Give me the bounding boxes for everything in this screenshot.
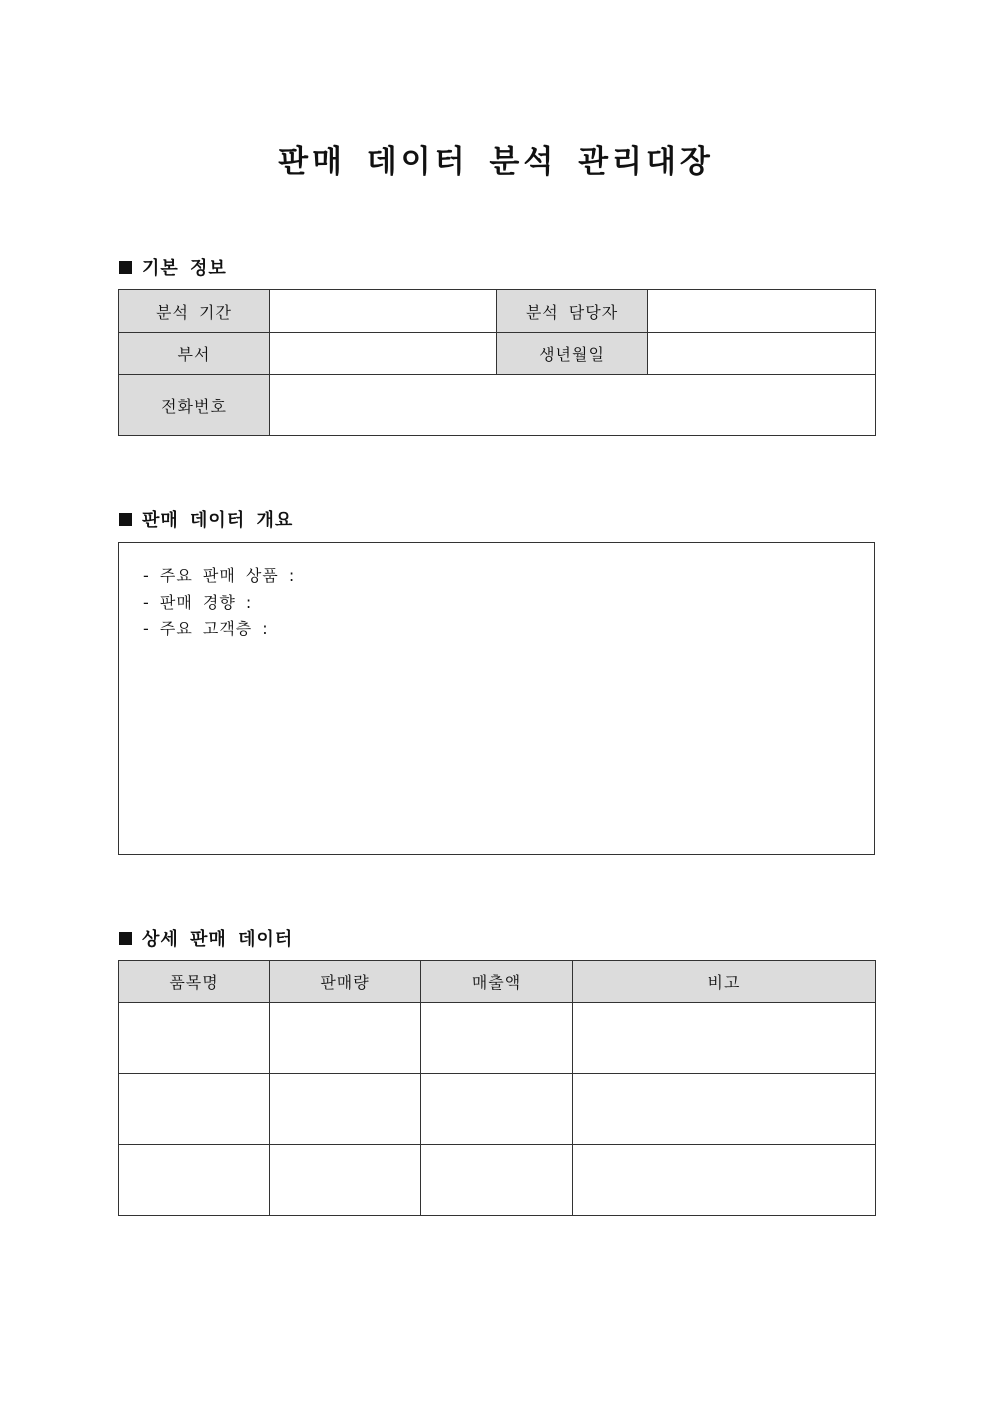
manager-label: 분석 담당자 bbox=[497, 290, 648, 333]
overview-heading-text: 판매 데이터 개요 bbox=[142, 510, 294, 531]
phone-field[interactable] bbox=[270, 375, 876, 436]
remarks-cell[interactable] bbox=[573, 1003, 876, 1074]
detail-header-row bbox=[119, 961, 876, 1003]
item-name-cell[interactable] bbox=[119, 1074, 270, 1145]
overview-item-sales-trend: - 판매 경향 : bbox=[143, 592, 253, 612]
department-label: 부서 bbox=[119, 333, 270, 375]
overview-box[interactable] bbox=[118, 542, 875, 855]
remarks-cell[interactable] bbox=[573, 1145, 876, 1216]
item-name-cell[interactable] bbox=[119, 1003, 270, 1074]
quantity-cell[interactable] bbox=[270, 1145, 421, 1216]
period-label: 분석 기간 bbox=[119, 290, 270, 333]
overview-list bbox=[119, 543, 874, 643]
phone-label: 전화번호 bbox=[119, 375, 270, 436]
document-title: 판매 데이터 분석 관리대장 bbox=[278, 144, 714, 180]
quantity-cell[interactable] bbox=[270, 1003, 421, 1074]
column-header-revenue: 매출액 bbox=[421, 961, 573, 1003]
overview-item-customer-base: - 주요 고객층 : bbox=[143, 619, 269, 638]
square-bullet-icon bbox=[119, 513, 132, 526]
revenue-cell[interactable] bbox=[421, 1074, 573, 1145]
column-header-item-name: 품목명 bbox=[119, 961, 270, 1003]
column-header-quantity: 판매량 bbox=[270, 961, 421, 1003]
table-row bbox=[119, 1074, 876, 1145]
department-field[interactable] bbox=[270, 333, 497, 375]
basic-info-heading bbox=[119, 254, 227, 280]
detail-heading-text: 상세 판매 데이터 bbox=[142, 929, 294, 950]
birth-date-label: 생년월일 bbox=[497, 333, 648, 375]
table-row bbox=[119, 1145, 876, 1216]
basic-info-table bbox=[118, 289, 876, 436]
revenue-cell[interactable] bbox=[421, 1145, 573, 1216]
manager-field[interactable] bbox=[648, 290, 876, 333]
overview-item-main-products: - 주요 판매 상품 : bbox=[143, 566, 296, 585]
birth-date-field[interactable] bbox=[648, 333, 876, 375]
table-row bbox=[119, 1003, 876, 1074]
revenue-cell[interactable] bbox=[421, 1003, 573, 1074]
detail-table bbox=[118, 960, 876, 1216]
square-bullet-icon bbox=[119, 932, 132, 945]
column-header-remarks: 비고 bbox=[573, 961, 876, 1003]
square-bullet-icon bbox=[119, 261, 132, 274]
quantity-cell[interactable] bbox=[270, 1074, 421, 1145]
period-field[interactable] bbox=[270, 290, 497, 333]
overview-heading bbox=[119, 506, 293, 532]
detail-heading bbox=[119, 925, 293, 951]
remarks-cell[interactable] bbox=[573, 1074, 876, 1145]
item-name-cell[interactable] bbox=[119, 1145, 270, 1216]
basic-info-heading-text: 기본 정보 bbox=[142, 258, 227, 279]
